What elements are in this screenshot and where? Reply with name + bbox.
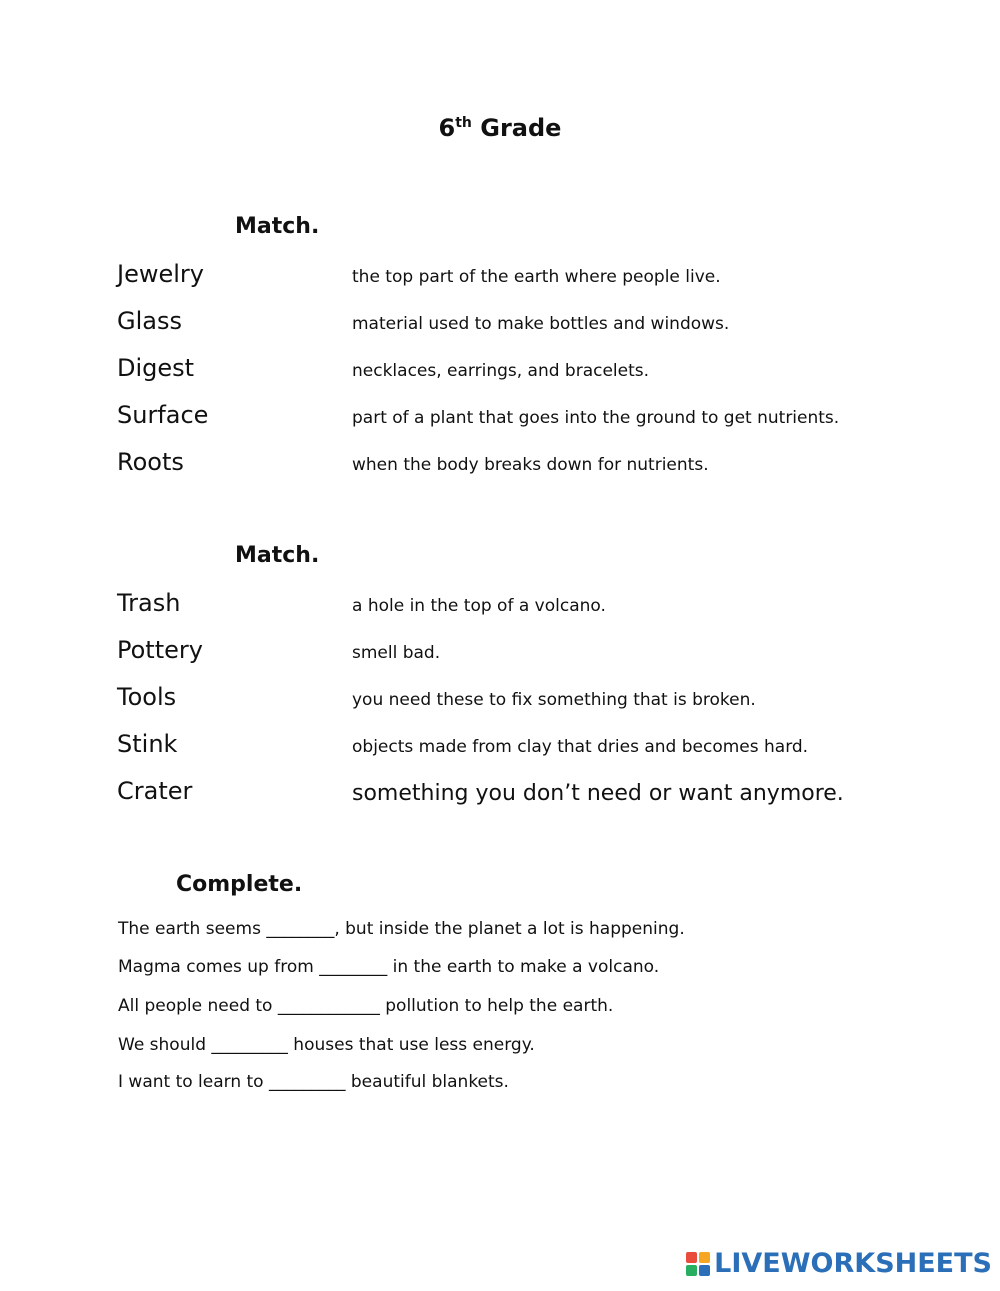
sentence-4[interactable]: We should _________ houses that use less energy. — [118, 1035, 535, 1055]
definition-1-5[interactable]: when the body breaks down for nutrients. — [352, 455, 709, 475]
definition-2-2[interactable]: smell bad. — [352, 643, 441, 663]
term-surface[interactable]: Surface — [117, 401, 209, 429]
sentence-3[interactable]: All people need to ____________ pollution to help the earth. — [118, 996, 614, 1016]
definition-1-1[interactable]: the top part of the earth where people live. — [352, 267, 721, 287]
page-title: 6th Grade — [438, 114, 562, 142]
term-roots[interactable]: Roots — [117, 448, 184, 476]
term-pottery[interactable]: Pottery — [117, 636, 203, 664]
definition-1-3[interactable]: necklaces, earrings, and bracelets. — [352, 361, 650, 381]
term-trash[interactable]: Trash — [117, 589, 181, 617]
section-2-heading: Match. — [235, 543, 320, 568]
section-3-heading: Complete. — [176, 872, 303, 897]
definition-2-3[interactable]: you need these to fix something that is broken. — [352, 690, 756, 710]
term-jewelry[interactable]: Jewelry — [117, 260, 204, 288]
definition-2-5[interactable]: something you don’t need or want anymore. — [352, 781, 844, 806]
term-tools[interactable]: Tools — [117, 683, 177, 711]
sentence-1[interactable]: The earth seems ________, but inside the planet a lot is happening. — [118, 919, 685, 939]
definition-2-1[interactable]: a hole in the top of a volcano. — [352, 596, 606, 616]
sentence-2[interactable]: Magma comes up from ________ in the earth to make a volcano. — [118, 957, 660, 977]
logo-mark-icon — [686, 1252, 710, 1276]
term-stink[interactable]: Stink — [117, 730, 178, 758]
logo-text: LIVEWORKSHEETS — [714, 1248, 992, 1279]
term-digest[interactable]: Digest — [117, 354, 195, 382]
definition-1-2[interactable]: material used to make bottles and windows. — [352, 314, 730, 334]
definition-2-4[interactable]: objects made from clay that dries and becomes hard. — [352, 737, 809, 757]
liveworksheets-logo — [686, 1248, 992, 1279]
definition-1-4[interactable]: part of a plant that goes into the ground to get nutrients. — [352, 408, 840, 428]
term-glass[interactable]: Glass — [117, 307, 182, 335]
term-crater[interactable]: Crater — [117, 777, 193, 805]
section-1-heading: Match. — [235, 214, 320, 239]
sentence-5[interactable]: I want to learn to _________ beautiful blankets. — [118, 1072, 509, 1092]
